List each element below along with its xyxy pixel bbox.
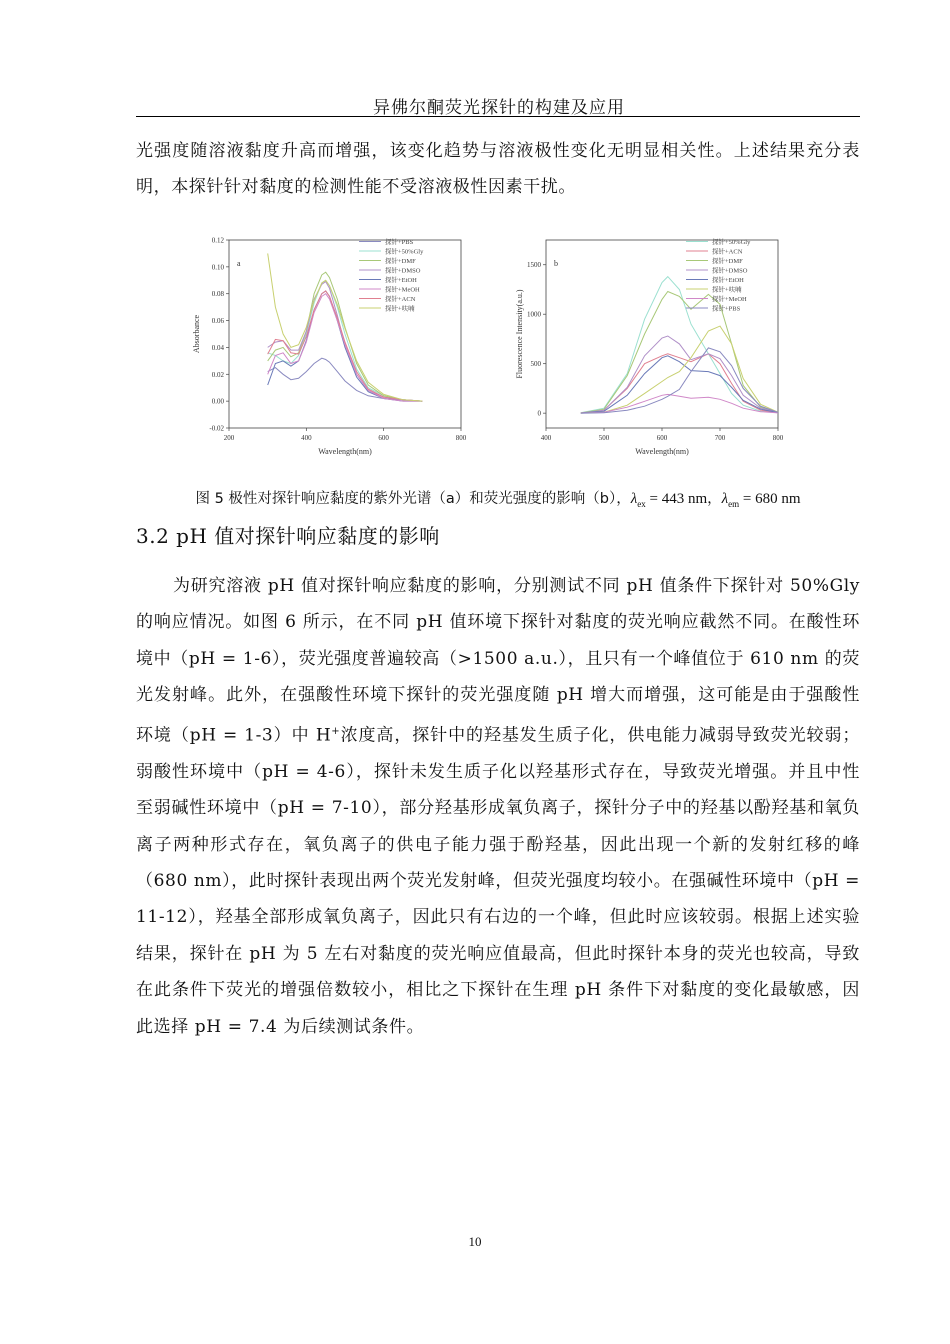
- y-tick-label: 0.12: [211, 236, 224, 245]
- legend-entry: 探针+呋喃: [712, 286, 742, 294]
- y-tick-label: 0.00: [211, 397, 224, 406]
- legend-entry: 探针+DMSO: [712, 267, 748, 275]
- y-axis-label: Absorbance: [192, 314, 201, 354]
- legend-entry: 探针+MeOH: [385, 286, 420, 294]
- x-tick-label: 500: [598, 434, 610, 442]
- y-tick-label: 1500: [527, 261, 541, 270]
- legend-entry: 探针+DMSO: [385, 267, 421, 275]
- y-tick-label: 0.10: [211, 263, 224, 272]
- y-tick-label: 0.06: [211, 317, 224, 326]
- y-tick-label: -0.02: [209, 424, 224, 433]
- x-axis-label: Wavelength(nm): [635, 447, 689, 456]
- series-line: [581, 336, 778, 413]
- legend-entry: 探针+呋喃: [385, 305, 415, 313]
- figure-caption: 图 5 极性对探针响应黏度的紫外光谱（a）和荧光强度的影响（b），$\lambda_{ex} = 443$ nm，$\lambda_{em} = 680$ nm: [195, 491, 801, 509]
- chart-panel-b: [515, 237, 784, 456]
- chart-panel-a: [192, 237, 467, 457]
- series-line: [268, 253, 423, 401]
- legend-entry: 探针+EtOH: [712, 277, 744, 284]
- legend-entry: 探针+MeOH: [712, 296, 747, 303]
- intro-paragraph: 光强度随溶液黏度升高而增强，该变化趋势与溶液极性变化无明显相关性。上述结果充分表明，本探针针对黏度的检测性能不受溶液极性因素干扰。: [136, 141, 860, 198]
- figure-5: [185, 232, 785, 462]
- y-tick-label: 0.04: [211, 343, 224, 352]
- figure-5-charts: [185, 232, 785, 462]
- caption-lambda-ex: $\lambda_{ex} = 443$ nm: [630, 491, 708, 509]
- y-tick-label: 1000: [527, 310, 541, 319]
- legend-entry: 探针+EtOH: [385, 277, 417, 284]
- caption-text: 图 5 极性对探针响应黏度的紫外光谱（a）和荧光强度的影响（b），: [195, 491, 631, 507]
- section-title: 3.2 pH 值对探针响应黏度的影响: [136, 524, 440, 548]
- legend-entry: 探针+50%Gly: [385, 248, 424, 256]
- panel-label: b: [554, 259, 558, 268]
- caption-lambda-em: $\lambda_{em} = 680$ nm: [721, 491, 801, 509]
- x-tick-label: 600: [656, 434, 668, 442]
- y-tick-label: 0: [537, 409, 541, 418]
- series-line: [268, 358, 423, 401]
- x-tick-label: 800: [455, 434, 467, 442]
- y-tick-label: 500: [530, 360, 541, 369]
- legend-entry: 探针+DMF: [385, 258, 416, 265]
- legend-entry: 探针+DMF: [712, 258, 743, 265]
- legend-entry: 探针+50%Gly: [712, 239, 751, 246]
- legend-entry: 探针+PBS: [712, 305, 741, 313]
- y-tick-label: 0.02: [211, 370, 224, 379]
- header-rule: [136, 116, 860, 117]
- running-header: 异佛尔酮荧光探针的构建及应用: [373, 98, 625, 118]
- x-tick-label: 800: [772, 434, 784, 442]
- page-number: 10: [468, 1234, 482, 1249]
- legend-entry: 探针+PBS: [385, 239, 414, 246]
- x-tick-label: 700: [714, 434, 726, 442]
- body-paragraph: 为研究溶液 pH 值对探针响应黏度的影响，分别测试不同 pH 值条件下探针对 50%Gly 的响应情况。如图 6 所示，在不同 pH 值环境下探针对黏度的荧光响应截然不同。在酸性环境中（pH = 1-6），荧光强度普遍较高（>1500 a.u.），且只有一个峰值位于 610 nm 的荧光发射峰。此外，在强酸性环境下探针的荧光强度随 pH 增大而增强，这可能是由于强酸性环境（pH = 1-3）中 H+浓度高，探针中的羟基发生质子化，供电能力减弱导致荧光较弱；弱酸性环境中（pH = 4-6），探针未发生质子化以羟基形式存在，导致荧光增强。并且中性至弱碱性环境中（pH = 7-10），部分羟基形成氧负离子，探针分子中的羟基以酚羟基和氧负离子两种形式存在，氧负离子的供电子能力强于酚羟基，因此出现一个新的发射红移的峰（680 nm），此时探针表现出两个荧光发射峰，但荧光强度均较小。在强碱性环境中（pH = 11-12），羟基全部形成氧负离子，因此只有右边的一个峰，但此时应该较弱。根据上述实验结果，探针在 pH 为 5 左右对黏度的荧光响应值最高，但此时探针本身的荧光也较高，导致在此条件下荧光的增强倍数较小，相比之下探针在生理 pH 条件下对黏度的变化最敏感，因此选择 pH = 7.4 为后续测试条件。: [136, 576, 860, 1037]
- panel-label: a: [237, 259, 241, 268]
- legend-entry: 探针+ACN: [385, 296, 416, 303]
- y-tick-label: 0.08: [211, 290, 224, 299]
- x-tick-label: 200: [223, 434, 235, 442]
- x-tick-label: 400: [540, 434, 552, 442]
- x-axis-label: Wavelength(nm): [318, 447, 372, 456]
- x-tick-label: 600: [378, 434, 389, 442]
- x-tick-label: 400: [301, 434, 312, 442]
- legend-entry: 探针+ACN: [712, 248, 743, 256]
- y-axis-label: Fluorescence Intensity(a.u.): [515, 289, 524, 379]
- series-line: [581, 292, 778, 413]
